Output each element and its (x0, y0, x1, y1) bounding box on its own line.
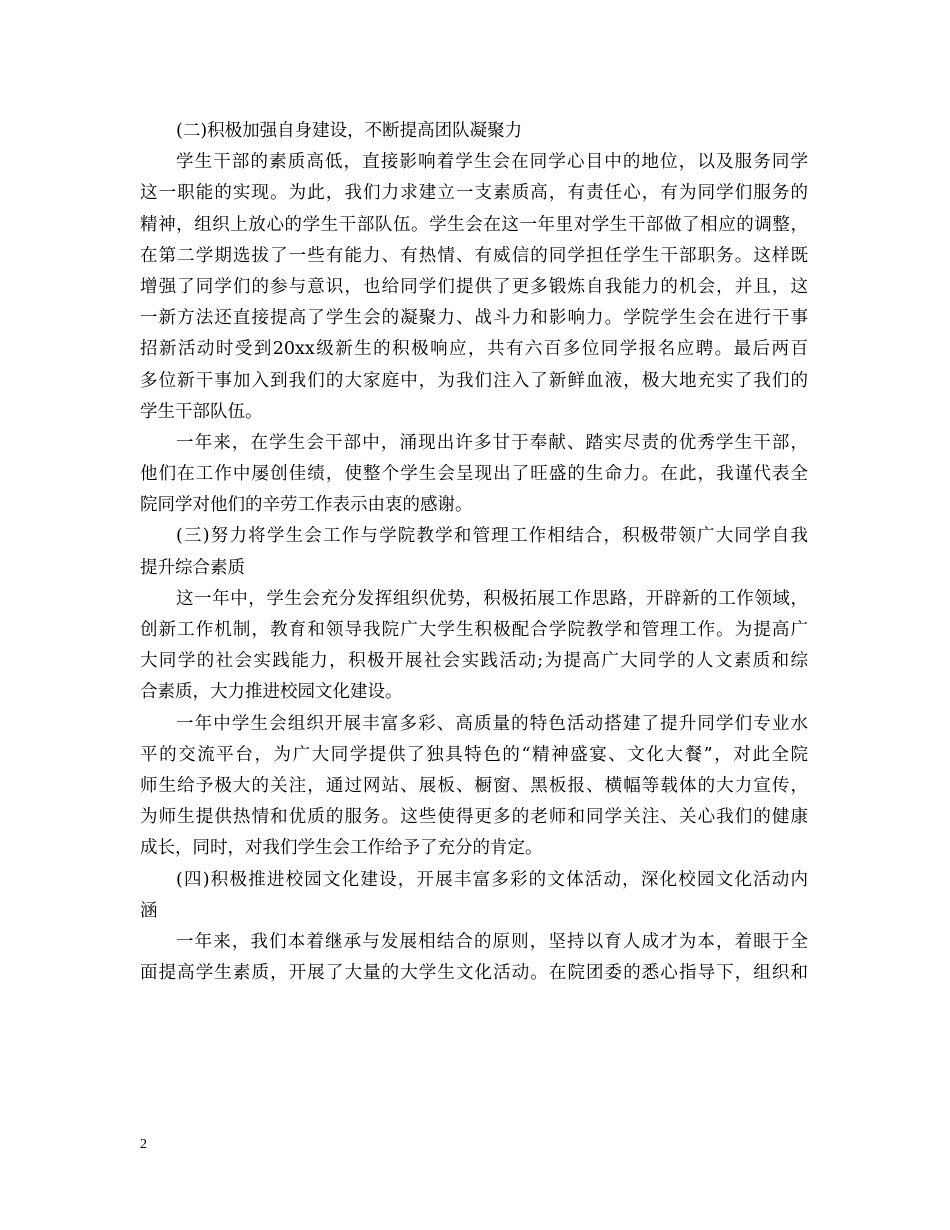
paragraph-line: 一年中学生会组织开展丰富多彩、高质量的特色活动搭建了提升同学们专业水 (176, 713, 808, 734)
paragraph-line: 合素质，大力推进校园文化建设。 (140, 682, 403, 703)
section-heading-2: (二)积极加强自身建设，不断提高团队凝聚力 (176, 121, 523, 141)
section-heading-3: (三)努力将学生会工作与学院教学和管理工作相结合，积极带领广大同学自我 (176, 526, 808, 547)
paragraph-line: 在第二学期选拔了一些有能力、有热情、有威信的同学担任学生干部职务。这样既 (140, 245, 808, 266)
paragraph-line: 招新活动时受到20xx级新生的积极响应，共有六百多位同学报名应聘。最后两百 (140, 339, 808, 360)
page-number: 2 (140, 1137, 147, 1152)
section-heading-4: (四)积极推进校园文化建设，开展丰富多彩的文体活动，深化校园文化活动内 (176, 869, 808, 890)
paragraph-line: 一年来，在学生会干部中，涌现出许多甘于奉献、踏实尽责的优秀学生干部， (176, 432, 808, 453)
paragraph-line: 平的交流平台，为广大同学提供了独具特色的“精神盛宴、文化大餐”，对此全院 (140, 744, 808, 765)
paragraph-line: 为师生提供热情和优质的服务。这些使得更多的老师和同学关注、关心我们的健康 (140, 807, 808, 828)
paragraph-line: 一年来，我们本着继承与发展相结合的原则，坚持以育人成才为本，着眼于全 (176, 931, 808, 952)
paragraph-line: 一新方法还直接提高了学生会的凝聚力、战斗力和影响力。学院学生会在进行干事 (140, 308, 808, 329)
document-body (140, 116, 808, 989)
paragraph-line: 多位新干事加入到我们的大家庭中，为我们注入了新鲜血液，极大地充实了我们的 (140, 370, 808, 391)
paragraph-line: 师生给予极大的关注，通过网站、展板、橱窗、黑板报、横幅等载体的大力宣传， (140, 775, 808, 796)
section-heading-4-cont: 涵 (140, 900, 158, 921)
paragraph-line: 面提高学生素质，开展了大量的大学生文化活动。在院团委的悉心指导下，组织和 (140, 963, 808, 984)
paragraph-line: 这一年中，学生会充分发挥组织优势，积极拓展工作思路，开辟新的工作领域， (176, 588, 808, 609)
paragraph-line: 他们在工作中屡创佳绩，使整个学生会呈现出了旺盛的生命力。在此，我谨代表全 (140, 464, 808, 485)
paragraph-line: 成长，同时，对我们学生会工作给予了充分的肯定。 (140, 838, 543, 859)
paragraph-line: 增强了同学们的参与意识，也给同学们提供了更多锻炼自我能力的机会，并且，这 (140, 276, 808, 297)
paragraph-line: 这一职能的实现。为此，我们力求建立一支素质高，有责任心，有为同学们服务的 (140, 183, 808, 204)
paragraph-line: 学生干部队伍。 (140, 401, 263, 422)
paragraph-line: 创新工作机制，教育和领导我院广大学生积极配合学院教学和管理工作。为提高广 (140, 620, 808, 640)
section-heading-3-cont: 提升综合素质 (140, 557, 245, 578)
paragraph-line: 院同学对他们的辛劳工作表示由衷的感谢。 (140, 495, 473, 516)
paragraph-line: 学生干部的素质高低，直接影响着学生会在同学心目中的地位，以及服务同学 (176, 152, 808, 173)
paragraph-line: 大同学的社会实践能力，积极开展社会实践活动;为提高广大同学的人文素质和综 (140, 651, 808, 672)
paragraph-line: 精神，组织上放心的学生干部队伍。学生会在这一年里对学生干部做了相应的调整， (140, 214, 808, 235)
